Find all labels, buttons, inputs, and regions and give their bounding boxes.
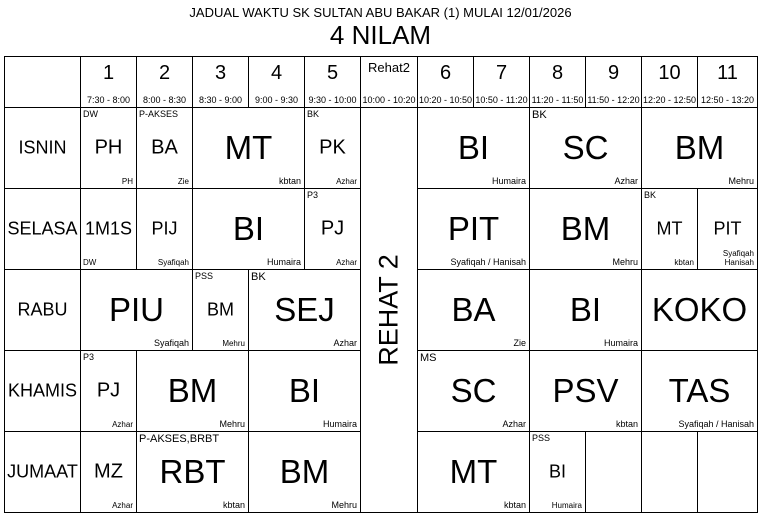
lesson-cell	[81, 351, 137, 432]
lesson-tag: BK	[532, 109, 547, 121]
lesson-cell	[81, 432, 137, 513]
rehat-vertical-label: REHAT 2	[373, 254, 404, 366]
empty-cell	[642, 432, 698, 513]
lesson-tag: P3	[307, 190, 319, 200]
lesson-tag: BK	[307, 109, 320, 119]
lesson-cell	[418, 189, 530, 270]
period-time: 11:20 - 11:50	[531, 95, 584, 105]
day-label: ISNIN	[18, 137, 67, 158]
lesson-tag: P-AKSES	[139, 109, 179, 119]
lesson-cell	[530, 189, 642, 270]
lesson-cell	[530, 108, 642, 189]
lesson-teacher: Humaira	[603, 338, 638, 348]
period-number: 11	[717, 62, 738, 84]
lesson-cell	[81, 189, 137, 270]
lesson-teacher: Mehru	[222, 339, 245, 348]
lesson-cell	[418, 432, 530, 513]
lesson-cell	[81, 270, 193, 351]
lesson-subject: BI	[232, 210, 265, 247]
lesson-cell	[249, 432, 361, 513]
period-time: 12:20 - 12:50	[642, 95, 697, 105]
lesson-cell	[642, 189, 698, 270]
lesson-teacher: kbtan	[222, 500, 245, 510]
period-number: 5	[326, 62, 339, 84]
period-header-row	[5, 57, 758, 108]
lesson-subject: RBT	[159, 453, 226, 490]
lesson-cell	[305, 108, 361, 189]
lesson-teacher: Zie	[513, 338, 526, 348]
lesson-subject: MT	[224, 129, 273, 166]
period-number: 3	[214, 62, 227, 84]
lesson-subject: PJ	[96, 379, 121, 402]
lesson-subject: BA	[151, 136, 178, 159]
lesson-subject: PJ	[320, 217, 345, 240]
lesson-teacher: Humaira	[551, 501, 582, 510]
period-header	[418, 57, 474, 108]
lesson-cell	[418, 270, 530, 351]
lesson-teacher: Syafiqah / Hanisah	[678, 419, 754, 429]
lesson-teacher: kbtan	[278, 176, 301, 186]
lesson-subject: MT	[449, 453, 498, 490]
lesson-teacher: Humaira	[322, 419, 357, 429]
lesson-cell	[305, 189, 361, 270]
period-time: 10:50 - 11:20	[475, 95, 528, 105]
period-header	[642, 57, 698, 108]
period-time: 12:50 - 13:20	[700, 95, 755, 105]
lesson-subject: PIT	[447, 210, 500, 247]
lesson-tag: P3	[83, 352, 95, 362]
day-label-cell	[5, 108, 81, 189]
lesson-teacher: Azhar	[502, 419, 526, 429]
lesson-cell	[642, 351, 758, 432]
period-time: 9:00 - 9:30	[254, 95, 299, 105]
lesson-subject: MZ	[94, 460, 123, 483]
corner-cell	[5, 57, 81, 108]
period-number: 8	[551, 62, 564, 84]
empty-cell	[586, 432, 642, 513]
lesson-subject: SEJ	[274, 291, 335, 328]
period-time: 10:00 - 10:20	[362, 95, 416, 105]
lesson-cell	[137, 108, 193, 189]
lesson-teacher: Mehru	[219, 419, 245, 429]
lesson-tag: PSS	[532, 433, 551, 443]
lesson-subject: 1M1S	[84, 218, 133, 239]
lesson-cell	[193, 189, 305, 270]
lesson-cell	[193, 270, 249, 351]
day-label: SELASA	[7, 218, 78, 239]
lesson-teacher: Azhar	[333, 338, 357, 348]
lesson-cell	[249, 270, 361, 351]
lesson-cell	[81, 108, 137, 189]
period-time: 10:20 - 10:50	[418, 95, 473, 105]
lesson-cell	[137, 351, 249, 432]
lesson-subject: MT	[656, 218, 683, 239]
lesson-teacher: Azhar	[614, 176, 638, 186]
lesson-teacher: PH	[121, 177, 133, 186]
lesson-tag: DW	[83, 258, 97, 267]
period-time: 11:50 - 12:20	[587, 95, 640, 105]
period-time: 8:30 - 9:00	[198, 95, 243, 105]
lesson-subject: BM	[167, 372, 218, 409]
lesson-cell	[193, 108, 305, 189]
day-label: RABU	[17, 299, 68, 320]
lesson-tag: DW	[83, 109, 98, 119]
lesson-cell	[418, 351, 530, 432]
lesson-subject: PIU	[108, 291, 164, 328]
period-header	[81, 57, 137, 108]
day-label-cell	[5, 351, 81, 432]
lesson-teacher: Humaira	[266, 257, 301, 267]
lesson-tag: PSS	[195, 271, 214, 281]
lesson-teacher: Syafiqah	[153, 338, 189, 348]
period-number: 4	[270, 62, 283, 84]
lesson-subject: BI	[288, 372, 321, 409]
day-row	[5, 108, 758, 189]
day-label: KHAMIS	[7, 380, 77, 401]
lesson-cell	[642, 270, 758, 351]
lesson-teacher: Syafiqah / Hanisah	[450, 257, 526, 267]
lesson-subject: PSV	[552, 372, 619, 409]
lesson-teacher: Mehru	[612, 257, 638, 267]
lesson-cell	[530, 432, 586, 513]
empty-cell	[698, 432, 758, 513]
lesson-subject: BI	[548, 461, 566, 482]
lesson-subject: BM	[207, 299, 234, 320]
class-name: 4 NILAM	[329, 20, 432, 50]
lesson-tag: BK	[251, 271, 266, 283]
lesson-tag: MS	[420, 352, 437, 364]
lesson-teacher: Azhar	[336, 258, 357, 267]
period-time: 9:30 - 10:00	[308, 95, 357, 105]
timetable-title: JADUAL WAKTU SK SULTAN ABU BAKAR (1) MULAI 12/01/2026	[189, 5, 572, 20]
lesson-subject: PIT	[713, 218, 742, 239]
lesson-teacher: Azhar	[112, 420, 133, 429]
day-label: JUMAAT	[7, 461, 78, 482]
lesson-cell	[418, 108, 530, 189]
lesson-cell	[137, 189, 193, 270]
period-number: 9	[607, 62, 620, 84]
lesson-subject: BM	[279, 453, 330, 490]
lesson-teacher-2: Hanisah	[724, 258, 754, 267]
rehat-column	[361, 108, 418, 513]
lesson-teacher: Mehru	[331, 500, 357, 510]
period-header	[698, 57, 758, 108]
day-label-cell	[5, 270, 81, 351]
day-label-cell	[5, 189, 81, 270]
period-header	[586, 57, 642, 108]
lesson-cell	[642, 108, 758, 189]
lesson-subject: SC	[450, 372, 497, 409]
lesson-teacher: Syafiqah	[722, 249, 754, 258]
lesson-cell	[137, 432, 249, 513]
lesson-subject: PH	[94, 136, 123, 159]
lesson-teacher: Azhar	[336, 177, 357, 186]
period-header	[137, 57, 193, 108]
period-header	[474, 57, 530, 108]
period-number: 10	[658, 62, 681, 84]
lesson-cell	[530, 351, 642, 432]
lesson-subject: BI	[569, 291, 602, 328]
period-header	[193, 57, 249, 108]
period-number: 2	[158, 62, 171, 84]
lesson-cell	[249, 351, 361, 432]
lesson-teacher: Zie	[177, 177, 189, 186]
lesson-subject: BM	[674, 129, 725, 166]
lesson-subject: BA	[451, 291, 496, 328]
lesson-teacher: Humaira	[491, 176, 526, 186]
day-label-cell	[5, 432, 81, 513]
lesson-teacher: kbtan	[503, 500, 526, 510]
period-header	[530, 57, 586, 108]
lesson-tag: P-AKSES,BRBT	[139, 433, 220, 445]
period-time: 7:30 - 8:00	[86, 95, 131, 105]
lesson-subject: PIJ	[151, 218, 178, 239]
lesson-teacher: Azhar	[112, 501, 133, 510]
lesson-subject: KOKO	[651, 291, 748, 328]
lesson-teacher: kbtan	[615, 419, 638, 429]
period-header	[305, 57, 361, 108]
period-number: 6	[439, 62, 452, 84]
timetable-grid	[4, 56, 758, 513]
lesson-teacher: Syafiqah	[157, 258, 189, 267]
period-number: 7	[495, 62, 508, 84]
lesson-teacher: kbtan	[674, 258, 694, 267]
lesson-subject: BM	[560, 210, 611, 247]
period-time: 8:00 - 8:30	[142, 95, 187, 105]
lesson-cell	[698, 189, 758, 270]
lesson-teacher: Mehru	[728, 176, 754, 186]
lesson-subject: SC	[562, 129, 609, 166]
lesson-subject: TAS	[668, 372, 731, 409]
lesson-tag: BK	[644, 190, 657, 200]
lesson-subject: BI	[457, 129, 490, 166]
period-header	[249, 57, 305, 108]
rehat-label: Rehat2	[368, 60, 410, 75]
period-number: 1	[102, 62, 115, 84]
rehat-header	[361, 57, 418, 108]
lesson-cell	[530, 270, 642, 351]
lesson-subject: PK	[319, 136, 346, 159]
